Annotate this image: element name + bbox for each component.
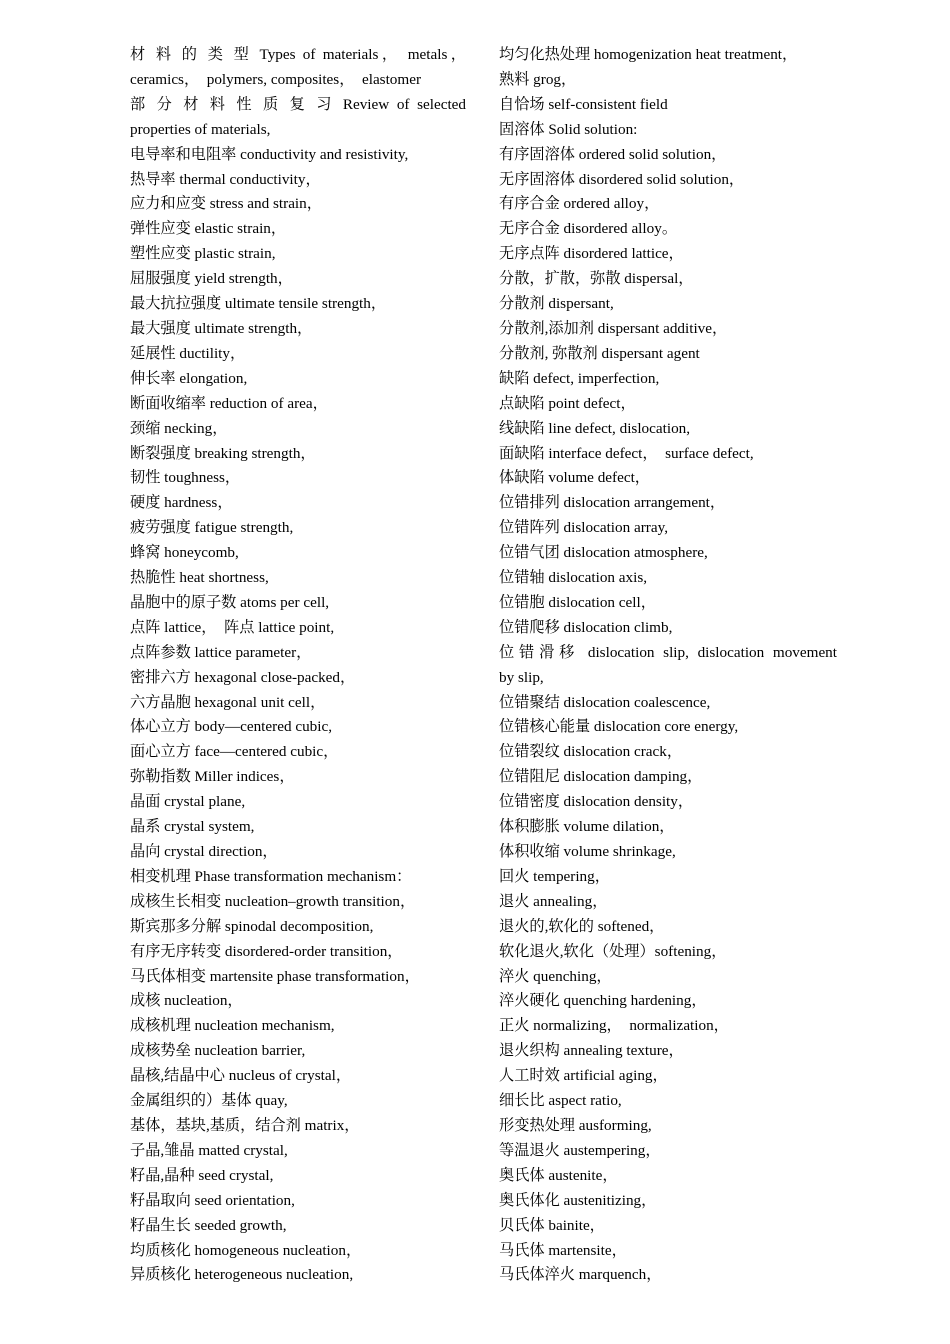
glossary-line: 体心立方 body—centered cubic, xyxy=(130,718,333,736)
glossary-line: 疲劳强度 fatigue strength, xyxy=(130,519,294,537)
glossary-line: 位错裂纹 dislocation crack， xyxy=(499,743,683,761)
glossary-line: 分散剂,添加剂 dispersant additive， xyxy=(499,319,728,337)
glossary-line: 晶系 crystal system, xyxy=(130,818,255,836)
glossary-line: 成核机理 nucleation mechanism, xyxy=(130,1017,335,1035)
glossary-line: 正火 normalizing， normalization， xyxy=(499,1017,729,1035)
glossary-line: 最大强度 ultimate strength， xyxy=(130,319,313,337)
glossary-line: 面缺陷 interface defect， surface defect, xyxy=(499,444,754,462)
glossary-line: 位错核心能量 dislocation core energy, xyxy=(499,718,739,736)
glossary-line: 断裂强度 breaking strength， xyxy=(130,444,316,462)
glossary-line: 无序固溶体 disordered solid solution， xyxy=(499,170,745,188)
glossary-line: 位错密度 dislocation density， xyxy=(499,793,694,811)
glossary-line: 位错爬移 dislocation climb, xyxy=(499,618,673,636)
glossary-line: 体积膨胀 volume dilation， xyxy=(499,818,675,836)
glossary-line: 熟料 grog， xyxy=(499,70,577,88)
glossary-line: 籽晶生长 seeded growth, xyxy=(130,1216,287,1234)
glossary-line: 点阵 lattice， 阵点 lattice point, xyxy=(130,618,335,636)
glossary-line: 热导率 thermal conductivity， xyxy=(130,170,321,188)
glossary-line: 金属组织的）基体 quay, xyxy=(130,1092,288,1110)
glossary-line: 颈缩 necking， xyxy=(130,419,228,437)
glossary-line: 有序合金 ordered alloy， xyxy=(499,195,660,213)
glossary-line: 无序点阵 disordered lattice， xyxy=(499,245,684,263)
glossary-line: 位错阻尼 dislocation damping， xyxy=(499,768,703,786)
glossary-line: 有序无序转变 disordered-order transition， xyxy=(130,942,403,960)
glossary-line: 位错轴 dislocation axis, xyxy=(499,569,648,587)
glossary-line: 奥氏体 austenite， xyxy=(499,1166,618,1184)
glossary-line: 断面收缩率 reduction of area， xyxy=(130,394,328,412)
glossary-line: 淬火 quenching， xyxy=(499,967,612,985)
glossary-line: 马氏体淬火 marquench， xyxy=(499,1266,662,1284)
glossary-line: 相变机理 Phase transformation mechanism： xyxy=(130,867,412,885)
glossary-line: 晶核,结晶中心 nucleus of crystal， xyxy=(130,1067,352,1085)
glossary-line: 细长比 aspect ratio, xyxy=(499,1092,622,1110)
glossary-line: 淬火硬化 quenching hardening， xyxy=(499,992,707,1010)
glossary-line: 六方晶胞 hexagonal unit cell， xyxy=(130,693,326,711)
glossary-line: 籽晶取向 seed orientation, xyxy=(130,1191,295,1209)
glossary-line: 最大抗拉强度 ultimate tensile strength， xyxy=(130,295,387,313)
glossary-line: 人工时效 artificial aging， xyxy=(499,1067,668,1085)
glossary-line: 位错气团 dislocation atmosphere, xyxy=(499,544,708,562)
glossary-line: 马氏体相变 martensite phase transformation， xyxy=(130,967,420,985)
glossary-line: 等温退火 austempering， xyxy=(499,1141,661,1159)
glossary-line: 密排六方 hexagonal close-packed， xyxy=(130,668,356,686)
glossary-line: 线缺陷 line defect, dislocation, xyxy=(499,419,691,437)
glossary-line: 位错聚结 dislocation coalescence, xyxy=(499,693,711,711)
glossary-line: 奥氏体化 austenitizing， xyxy=(499,1191,657,1209)
glossary-line: 延展性 ductility， xyxy=(130,344,246,362)
glossary-line: 晶面 crystal plane, xyxy=(130,793,246,811)
right-column xyxy=(499,43,837,1288)
glossary-line: 成核生长相变 nucleation–growth transition， xyxy=(130,892,416,910)
glossary-line: 位错胞 dislocation cell， xyxy=(499,593,656,611)
glossary-line: 退火织构 annealing texture， xyxy=(499,1042,684,1060)
glossary-line: 分散剂, 弥散剂 dispersant agent xyxy=(499,344,700,362)
glossary-line: 晶胞中的原子数 atoms per cell, xyxy=(130,593,330,611)
left-column xyxy=(130,43,466,1288)
glossary-line: 屈服强度 yield strength， xyxy=(130,270,293,288)
glossary-line: 异质核化 heterogeneous nucleation, xyxy=(130,1266,354,1284)
glossary-line: 回火 tempering， xyxy=(499,867,610,885)
glossary-line: 位错滑移 dislocation slip, dislocation movement xyxy=(499,643,837,661)
glossary-line: properties of materials, xyxy=(130,120,271,138)
glossary-line: 均匀化热处理 homogenization heat treatment， xyxy=(499,46,798,63)
glossary-line: 分散剂 dispersant, xyxy=(499,295,614,313)
glossary-line: 无序合金 disordered alloy。 xyxy=(499,220,678,238)
glossary-line: 位错排列 dislocation arrangement， xyxy=(499,494,726,512)
glossary-line: 自恰场 self-consistent field xyxy=(499,95,668,113)
glossary-line: 均质核化 homogeneous nucleation， xyxy=(130,1241,362,1259)
glossary-line: 软化退火,软化（处理）softening， xyxy=(499,942,727,960)
glossary-line: 形变热处理 ausforming, xyxy=(499,1116,652,1134)
glossary-line: 成核势垒 nucleation barrier, xyxy=(130,1042,306,1060)
glossary-line: 固溶体 Solid solution: xyxy=(499,120,638,138)
glossary-line: 贝氏体 bainite， xyxy=(499,1216,605,1234)
glossary-line: 成核 nucleation， xyxy=(130,992,243,1010)
glossary-line: 缺陷 defect, imperfection, xyxy=(499,369,660,387)
glossary-line: 退火 annealing， xyxy=(499,892,608,910)
glossary-line: 体积收缩 volume shrinkage, xyxy=(499,843,676,860)
glossary-line: 位错阵列 dislocation array, xyxy=(499,519,668,537)
glossary-line: 材 料 的 类 型 Types of materials， metals， xyxy=(130,46,466,63)
glossary-line: 电导率和电阻率 conductivity and resistivity, xyxy=(130,145,409,163)
glossary-line: 应力和应变 stress and strain， xyxy=(130,195,322,213)
glossary-line: 籽晶,晶种 seed crystal, xyxy=(130,1166,274,1184)
glossary-line: 弹性应变 elastic strain， xyxy=(130,220,287,238)
glossary-line: 面心立方 face—centered cubic， xyxy=(130,743,339,761)
glossary-line: 分散，扩散，弥散 dispersal， xyxy=(499,270,694,288)
glossary-line: 硬度 hardness， xyxy=(130,494,233,512)
glossary-line: by slip, xyxy=(499,668,544,686)
glossary-line: 弥勒指数 Miller indices， xyxy=(130,768,295,786)
glossary-line: 晶向 crystal direction， xyxy=(130,843,278,860)
glossary-line: 点缺陷 point defect， xyxy=(499,394,636,412)
glossary-line: 子晶,雏晶 matted crystal, xyxy=(130,1141,288,1159)
glossary-line: 斯宾那多分解 spinodal decomposition, xyxy=(130,917,374,935)
glossary-line: 伸长率 elongation, xyxy=(130,369,248,387)
glossary-line: 基体，基块,基质，结合剂 matrix， xyxy=(130,1116,360,1134)
glossary-line: 马氏体 martensite， xyxy=(499,1241,627,1259)
glossary-line: ceramics， polymers, composites， elastomer xyxy=(130,70,422,88)
glossary-line: 点阵参数 lattice parameter， xyxy=(130,643,312,661)
glossary-line: 部 分 材 料 性 质 复 习 Review of selected xyxy=(130,95,466,113)
glossary-line: 体缺陷 volume defect， xyxy=(499,469,650,487)
glossary-line: 热脆性 heat shortness, xyxy=(130,569,269,587)
glossary-line: 韧性 toughness， xyxy=(130,469,241,487)
glossary-line: 有序固溶体 ordered solid solution， xyxy=(499,145,727,163)
glossary-line: 塑性应变 plastic strain, xyxy=(130,245,276,263)
glossary-line: 退火的,软化的 softened， xyxy=(499,917,665,935)
glossary-line: 蜂窝 honeycomb, xyxy=(130,544,239,562)
